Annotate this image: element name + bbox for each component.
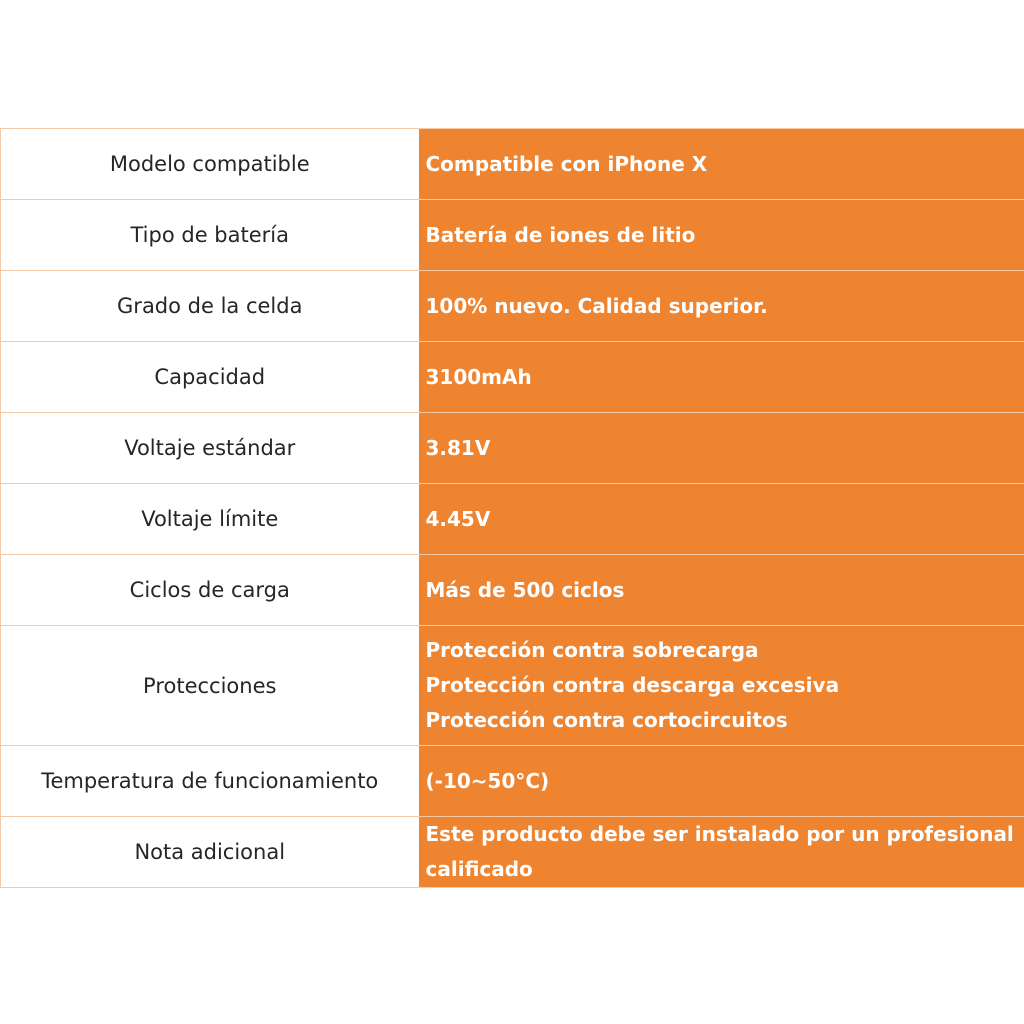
spec-label-operating-temperature: Temperatura de funcionamiento xyxy=(1,746,419,817)
spec-value-protections xyxy=(419,626,1024,746)
value-line: Protección contra sobrecarga xyxy=(425,638,759,662)
value-line: calificado xyxy=(425,857,533,881)
table-row xyxy=(1,626,1024,746)
spec-label-compatible-model: Modelo compatible xyxy=(1,129,419,200)
spec-value-capacity xyxy=(419,342,1024,413)
table-row xyxy=(1,484,1024,555)
table-row xyxy=(1,413,1024,484)
value-line: 3100mAh xyxy=(425,364,532,389)
value-line: Batería de iones de litio xyxy=(425,222,696,247)
spec-value-standard-voltage xyxy=(419,413,1024,484)
value-line: Protección contra cortocircuitos xyxy=(425,708,788,732)
spec-label-capacity: Capacidad xyxy=(1,342,419,413)
table-row xyxy=(1,271,1024,342)
value-line: Este producto debe ser instalado por un profesional xyxy=(425,822,1014,846)
spec-label-additional-note: Nota adicional xyxy=(1,817,419,888)
table-row xyxy=(1,555,1024,626)
value-line: Protección contra descarga excesiva xyxy=(425,673,840,697)
spec-value-charge-cycles xyxy=(419,555,1024,626)
value-line: 4.45V xyxy=(425,506,491,531)
value-line: Compatible con iPhone X xyxy=(425,151,708,176)
spec-value-limit-voltage xyxy=(419,484,1024,555)
spec-value-additional-note xyxy=(419,817,1024,888)
table-row xyxy=(1,817,1024,888)
table-row xyxy=(1,342,1024,413)
spec-label-charge-cycles: Ciclos de carga xyxy=(1,555,419,626)
spec-table xyxy=(0,128,1024,888)
spec-label-limit-voltage: Voltaje límite xyxy=(1,484,419,555)
value-line: 3.81V xyxy=(425,435,491,460)
spec-label-cell-grade: Grado de la celda xyxy=(1,271,419,342)
value-line: (-10~50°C) xyxy=(425,768,550,793)
spec-label-protections: Protecciones xyxy=(1,626,419,746)
spec-value-operating-temperature xyxy=(419,746,1024,817)
spec-value-battery-type xyxy=(419,200,1024,271)
value-line: 100% nuevo. Calidad superior. xyxy=(425,293,768,318)
value-line: Más de 500 ciclos xyxy=(425,577,625,602)
spec-label-battery-type: Tipo de batería xyxy=(1,200,419,271)
spec-value-compatible-model xyxy=(419,129,1024,200)
table-row xyxy=(1,746,1024,817)
spec-value-cell-grade xyxy=(419,271,1024,342)
spec-label-standard-voltage: Voltaje estándar xyxy=(1,413,419,484)
table-row xyxy=(1,200,1024,271)
table-row xyxy=(1,129,1024,200)
